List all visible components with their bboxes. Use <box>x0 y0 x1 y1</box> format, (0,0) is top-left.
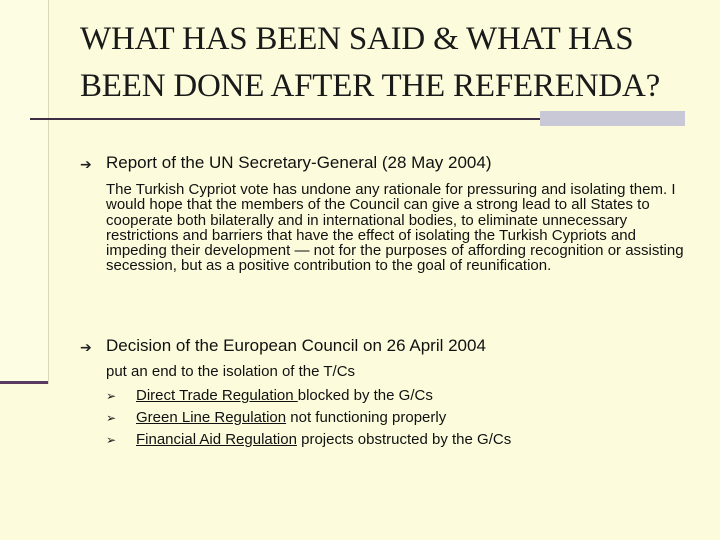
regulation-list <box>106 385 511 451</box>
list-item-text: projects obstructed by the G/Cs <box>296 431 512 448</box>
un-report-quote: The Turkish Cypriot vote has undone any rationale for pressuring and isolating them. I would hope that the members of the Council can give a strong lead to all States to cooperate both bilaterally and in international bodies, to eliminate unnecessary restrictions and barriers that have the effect of isolating the Turkish Cypriots and impeding their development — not for the purposes of affording recognition or assisting secession, but as a positive contribution to the goal of reunification. <box>106 181 684 275</box>
bullet-heading-eu-council: Decision of the European Council on 26 April 2004 <box>106 336 486 355</box>
bullet-heading-un-report: Report of the UN Secretary-General (28 May 2004) <box>106 153 492 172</box>
eu-council-intro: put an end to the isolation of the T/Cs <box>106 363 356 380</box>
slide-title: WHAT HAS BEEN SAID & WHAT HAS BEEN DONE AFTER THE REFERENDA? <box>80 21 661 104</box>
left-accent-bar <box>0 0 49 384</box>
list-item-text: blocked by the G/Cs <box>297 387 433 404</box>
title-accent-block <box>540 111 685 126</box>
chevron-right-icon: ➢ <box>106 389 117 403</box>
bullet-arrow-icon: ➔ <box>80 157 92 173</box>
financial-aid-regulation-link[interactable]: Financial Aid Regulation <box>136 431 297 448</box>
chevron-right-icon: ➢ <box>106 433 117 447</box>
green-line-regulation-link[interactable]: Green Line Regulation <box>136 409 287 426</box>
title-underline-rule <box>30 118 540 120</box>
list-item <box>106 429 511 451</box>
direct-trade-regulation-link[interactable]: Direct Trade Regulation <box>136 387 298 404</box>
bullet-arrow-icon: ➔ <box>80 340 92 356</box>
list-item <box>106 407 511 429</box>
list-item <box>106 385 511 407</box>
left-accent-bar-foot <box>0 381 48 384</box>
chevron-right-icon: ➢ <box>106 411 117 425</box>
list-item-text: not functioning properly <box>286 409 447 426</box>
